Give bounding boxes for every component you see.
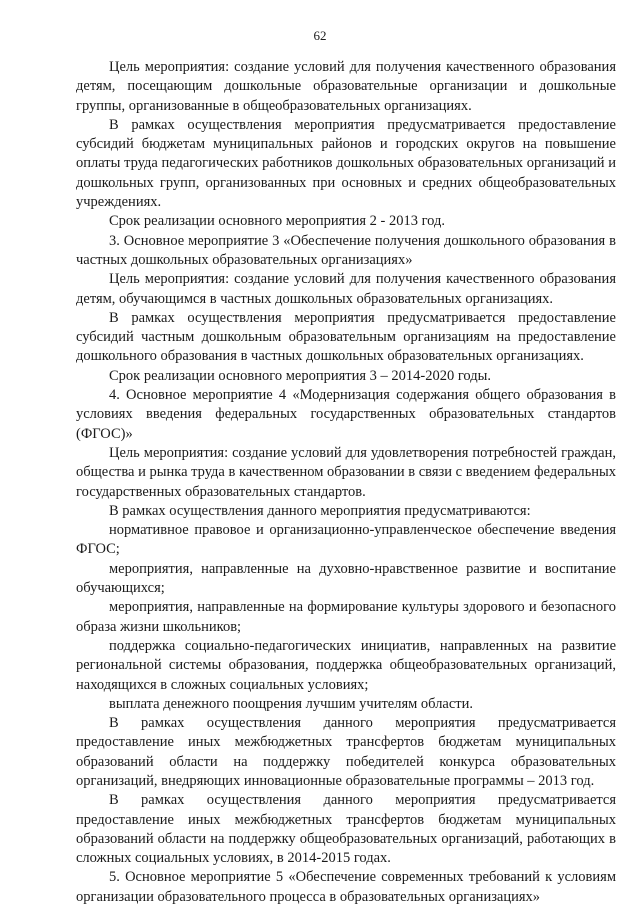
paragraph: поддержка социально-педагогических инициатив, направленных на развитие региональной системы образования, поддержка общеобразовательных организаций, находящихся в сложных социальных условиях; bbox=[76, 637, 616, 693]
paragraph: Цель мероприятия: создание условий для получения качественного образования детям, обучающимся в частных дошкольных образовательных организациях. bbox=[76, 271, 616, 307]
body-text bbox=[76, 58, 616, 907]
paragraph: В рамках осуществления данного мероприятия предусматривается предоставление иных межбюджетных трансфертов бюджетам муниципальных образований области на поддержку общеобразовательных организаций, работающих в сложных социальных условиях, в 2014-2015 годах. bbox=[76, 792, 616, 867]
paragraph: Цель мероприятия: создание условий для удовлетворения потребностей граждан, общества и рынка труда в качественном образовании в связи с введением федеральных государственных образовательных стандартов. bbox=[76, 444, 616, 500]
paragraph: Срок реализации основного мероприятия 2 - 2013 год. bbox=[109, 213, 446, 230]
paragraph: В рамках осуществления мероприятия предусматривается предоставление субсидий частным дошкольным образовательным организациям на предоставление дошкольного образования в частных дошкольных образовательных организациях. bbox=[76, 309, 616, 365]
paragraph: В рамках осуществления данного мероприятия предусматривается предоставление иных межбюджетных трансфертов бюджетам муниципальных образований области на поддержку победителей конкурса образовательных организаций, внедряющих инновационные образовательные программы – 2013 год. bbox=[76, 715, 616, 789]
paragraph: В рамках осуществления мероприятия предусматривается предоставление субсидий бюджетам муниципальных районов и городских округов на повышение оплаты труда педагогических работников дошкольных образовательных организаций и дошкольных групп, организованных при основных и средних общеобразовательных учреждениях. bbox=[76, 116, 616, 211]
paragraph: 4. Основное мероприятие 4 «Модернизация содержания общего образования в условиях введения федеральных государственных образовательных стандартов (ФГОС)» bbox=[76, 387, 616, 442]
paragraph: мероприятия, направленные на духовно-нравственное развитие и воспитание обучающихся; bbox=[76, 560, 616, 597]
paragraph: нормативное правовое и организационно-управленческое обеспечение введения ФГОС; bbox=[76, 522, 616, 558]
paragraph: выплата денежного поощрения лучшим учителям области. bbox=[109, 695, 474, 712]
paragraph: 3. Основное мероприятие 3 «Обеспечение получения дошкольного образования в частных дошкольных образовательных организациях» bbox=[76, 232, 616, 268]
paragraph: Срок реализации основного мероприятия 3 – 2014-2020 годы. bbox=[109, 367, 492, 384]
paragraph: мероприятия, направленные на формирование культуры здорового и безопасного образа жизни школьников; bbox=[76, 599, 616, 635]
paragraph: Цель мероприятия: создание условий для получения качественного образования детям, посещающим дошкольные образовательные организации и дошкольные группы, организованные в общеобразовательных организациях. bbox=[76, 59, 616, 114]
paragraph: В рамках осуществления данного мероприятия предусматриваются: bbox=[109, 502, 531, 519]
paragraph: 5. Основное мероприятие 5 «Обеспечение современных требований к условиям организации образовательного процесса в образовательных организациях» bbox=[76, 869, 616, 905]
page-number: 62 bbox=[313, 28, 327, 43]
